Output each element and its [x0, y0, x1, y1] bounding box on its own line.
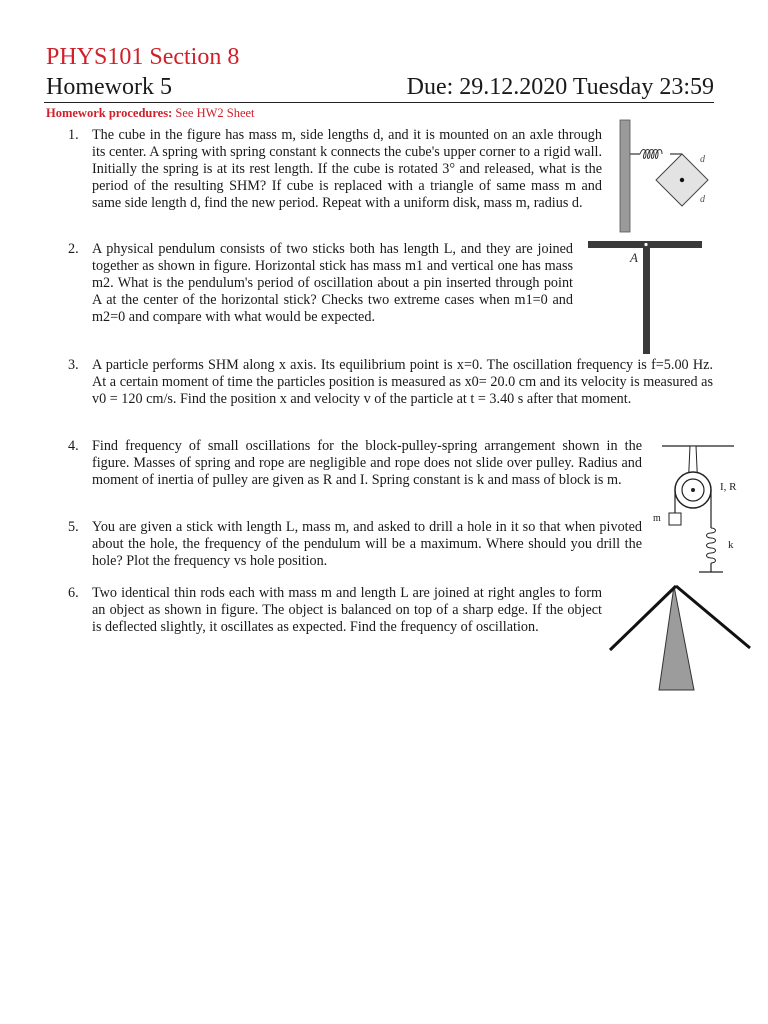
question-3: [68, 357, 713, 408]
question-number: 2.: [68, 241, 79, 257]
rods-edge-figure: [606, 582, 756, 694]
pendulum-figure: [586, 238, 706, 358]
spring-coil: [640, 150, 662, 159]
wall: [620, 120, 630, 232]
pivot-label: A: [630, 250, 638, 265]
question-number: 3.: [68, 357, 79, 373]
question-2: [68, 241, 573, 326]
pulley-label: I, R: [720, 481, 737, 493]
block-label: m: [653, 513, 661, 524]
pivot-point: [644, 243, 647, 246]
question-text: Find frequency of small oscillations for the block-pulley-spring arrangement shown in the figure. Masses of spring and rope are negligible and rope does not slide over pulley. Radius and moment of inertia of pulley are given as R and I. Spring constant is k and mass of block is m.: [92, 438, 642, 488]
question-4: [68, 438, 642, 489]
vertical-stick: [643, 248, 650, 354]
homework-procedures: [46, 106, 255, 121]
header-divider: [44, 102, 714, 103]
question-number: 6.: [68, 585, 79, 601]
question-number: 4.: [68, 438, 79, 454]
axle-dot: [680, 178, 684, 182]
question-text: A physical pendulum consists of two sticks both has length L, and they are joined together as shown in figure. Horizontal stick has mass m1 and vertical one has mass m2. What is the pendulum's period of oscillation about a pin inserted through point A at the center of the horizontal stick? Checks two extreme cases when m1=0 and m2=0 and compare with what would be expected.: [92, 241, 573, 325]
question-6: [68, 585, 602, 636]
procedures-text: See HW2 Sheet: [175, 106, 255, 120]
cube-side-label-bottom: d: [700, 194, 705, 205]
question-text: A particle performs SHM along x axis. Its equilibrium point is x=0. The oscillation frequency is f=5.00 Hz. At a certain moment of time the particles position is measured as x0= 20.0 cm and its velocity is measured as v0 = 120 cm/s. Find the position x and velocity v of the particle at t = 3.40 s after that moment.: [92, 357, 713, 407]
sharp-edge: [659, 586, 694, 690]
question-1: [68, 127, 602, 212]
course-title: PHYS101 Section 8: [46, 44, 240, 70]
cube-side-label-top: d: [700, 154, 705, 165]
question-text: Two identical thin rods each with mass m and length L are joined at right angles to form an object as shown in figure. The object is balanced on top of a sharp edge. If the object is deflected slightly, it oscillates as expected. Find the frequency of oscillation.: [92, 585, 602, 635]
question-text: You are given a stick with length L, mass m, and asked to drill a hole in it so that when pivoted about the hole, the frequency of the pendulum will be a maximum. Where should you drill the hole? Plot the frequency vs hole position.: [92, 519, 642, 569]
question-text: The cube in the figure has mass m, side lengths d, and it is mounted on an axle through its center. A spring with spring constant k connects the cube's upper corner to a rigid wall. Initially the spring is at its rest length. If the cube is rotated 3° and released, what is the period of the resulting SHM? If cube is replaced with a triangle of same mass m and same side length d, find the new period. Repeat with a uniform disk, mass m, radius d.: [92, 127, 602, 211]
rod-right: [676, 586, 750, 648]
spring-label: k: [728, 539, 734, 551]
cube-spring-figure: [614, 118, 724, 238]
question-5: [68, 519, 642, 570]
homework-title: Homework 5: [46, 74, 172, 100]
block: [669, 513, 681, 525]
question-number: 1.: [68, 127, 79, 143]
pulley-figure: [648, 442, 748, 582]
question-number: 5.: [68, 519, 79, 535]
procedures-label: Homework procedures:: [46, 106, 173, 120]
due-date: Due: 29.12.2020 Tuesday 23:59: [406, 74, 714, 100]
spring-k: [707, 528, 716, 563]
